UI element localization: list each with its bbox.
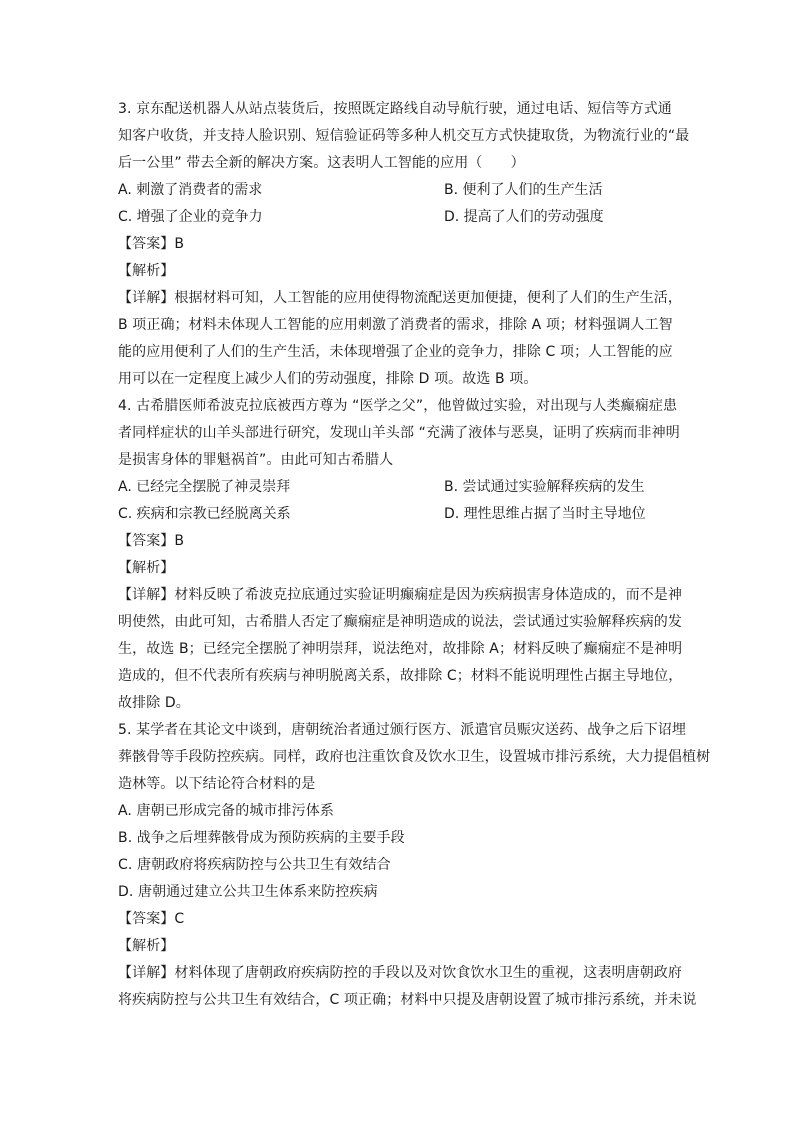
question-stem-line: 知客户收货，并支持人脸识别、短信验证码等多种人机交互方式快捷取货，为物流行业的“最 [118,128,690,144]
detail-line: 故排除 D。 [118,695,190,711]
detail-line: 【详解】材料反映了希波克拉底通过实验证明癫痫症是因为疾病损害身体造成的，而不是神 [118,587,682,603]
option-a: A. 刺激了消费者的需求 [118,182,263,198]
detail-line: 【详解】根据材料可知，人工智能的应用使得物流配送更加便捷，便利了人们的生产生活， [118,290,682,306]
question-5 [118,717,711,1014]
question-stem-line: 是损害身体的罪魁祸首”。由此可知古希腊人 [118,452,394,468]
option-a: A. 唐朝已形成完备的城市排污体系 [118,803,334,819]
question-content [118,96,711,1014]
analysis-label: 【解析】 [118,938,175,954]
question-stem-line: 者同样症状的山羊头部进行研究，发现山羊头部 “充满了液体与恶臭，证明了疾病而非神明 [118,425,680,441]
question-stem-line: 3. 京东配送机器人从站点装货后，按照既定路线自动导航行驶，通过电话、短信等方式通 [118,101,672,117]
detail-line: 明使然，由此可知，古希腊人否定了癫痫症是神明造成的说法，尝试通过实验解释疾病的发 [118,614,682,630]
option-b: B. 战争之后埋葬骸骨成为预防疾病的主要手段 [118,830,405,846]
question-stem-line: 后一公里” 带去全新的解决方案。这表明人工智能的应用（ ） [118,155,525,171]
question-stem-line: 5. 某学者在其论文中谈到，唐朝统治者通过颁行医方、派遣官员赈灾送药、战争之后下诏埋 [118,722,687,738]
detail-line: 将疾病防控与公共卫生有效结合，C 项正确；材料中只提及唐朝设置了城市排污系统，并未说 [118,992,697,1008]
detail-line: 【详解】材料体现了唐朝政府疾病防控的手段以及对饮食饮水卫生的重视，这表明唐朝政府 [118,965,682,981]
answer-label: 【答案】B [118,533,185,549]
question-3 [118,96,690,393]
option-d: D. 唐朝通过建立公共卫生体系来防控疾病 [118,884,378,900]
option-b: B. 便利了人们的生产生活 [444,182,603,198]
question-stem-line: 葬骸骨等手段防控疾病。同样，政府也注重饮食及饮水卫生，设置城市排污系统，大力提倡植树 [118,749,711,765]
option-row [118,474,678,501]
detail-line: 生，故选 B；已经完全摆脱了神明崇拜，说法绝对，故排除 A；材料反映了癫痫症不是神明 [118,641,683,657]
question-stem-line: 造林等。以下结论符合材料的是 [118,776,316,792]
detail-line: 能的应用便利了人们的生产生活，未体现增强了企业的竞争力，排除 C 项；人工智能的应 [118,344,673,360]
answer-label: 【答案】B [118,236,185,252]
option-c: C. 唐朝政府将疾病防控与公共卫生有效结合 [118,857,391,873]
option-row [118,177,678,204]
option-a: A. 已经完全摆脱了神灵崇拜 [118,479,291,495]
question-4 [118,393,683,717]
answer-label: 【答案】C [118,911,185,927]
detail-line: 造成的，但不代表所有疾病与神明脱离关系，故排除 C；材料不能说明理性占据主导地位， [118,668,683,684]
question-stem-line: 4. 古希腊医师希波克拉底被西方尊为 “医学之父”，他曾做过实验，对出现与人类癫痫症患 [118,398,678,414]
option-b: B. 尝试通过实验解释疾病的发生 [444,479,645,495]
option-d: D. 提高了人们的劳动强度 [444,209,604,225]
analysis-label: 【解析】 [118,263,175,279]
option-c: C. 疾病和宗教已经脱离关系 [118,506,291,522]
option-row [118,501,678,528]
detail-line: B 项正确；材料未体现人工智能的应用刺激了消费者的需求，排除 A 项；材料强调人工智 [118,317,673,333]
option-d: D. 理性思维占据了当时主导地位 [444,506,646,522]
analysis-label: 【解析】 [118,560,175,576]
option-row [118,204,678,231]
detail-line: 用可以在一定程度上减少人们的劳动强度，排除 D 项。故选 B 项。 [118,371,538,387]
option-c: C. 增强了企业的竞争力 [118,209,263,225]
